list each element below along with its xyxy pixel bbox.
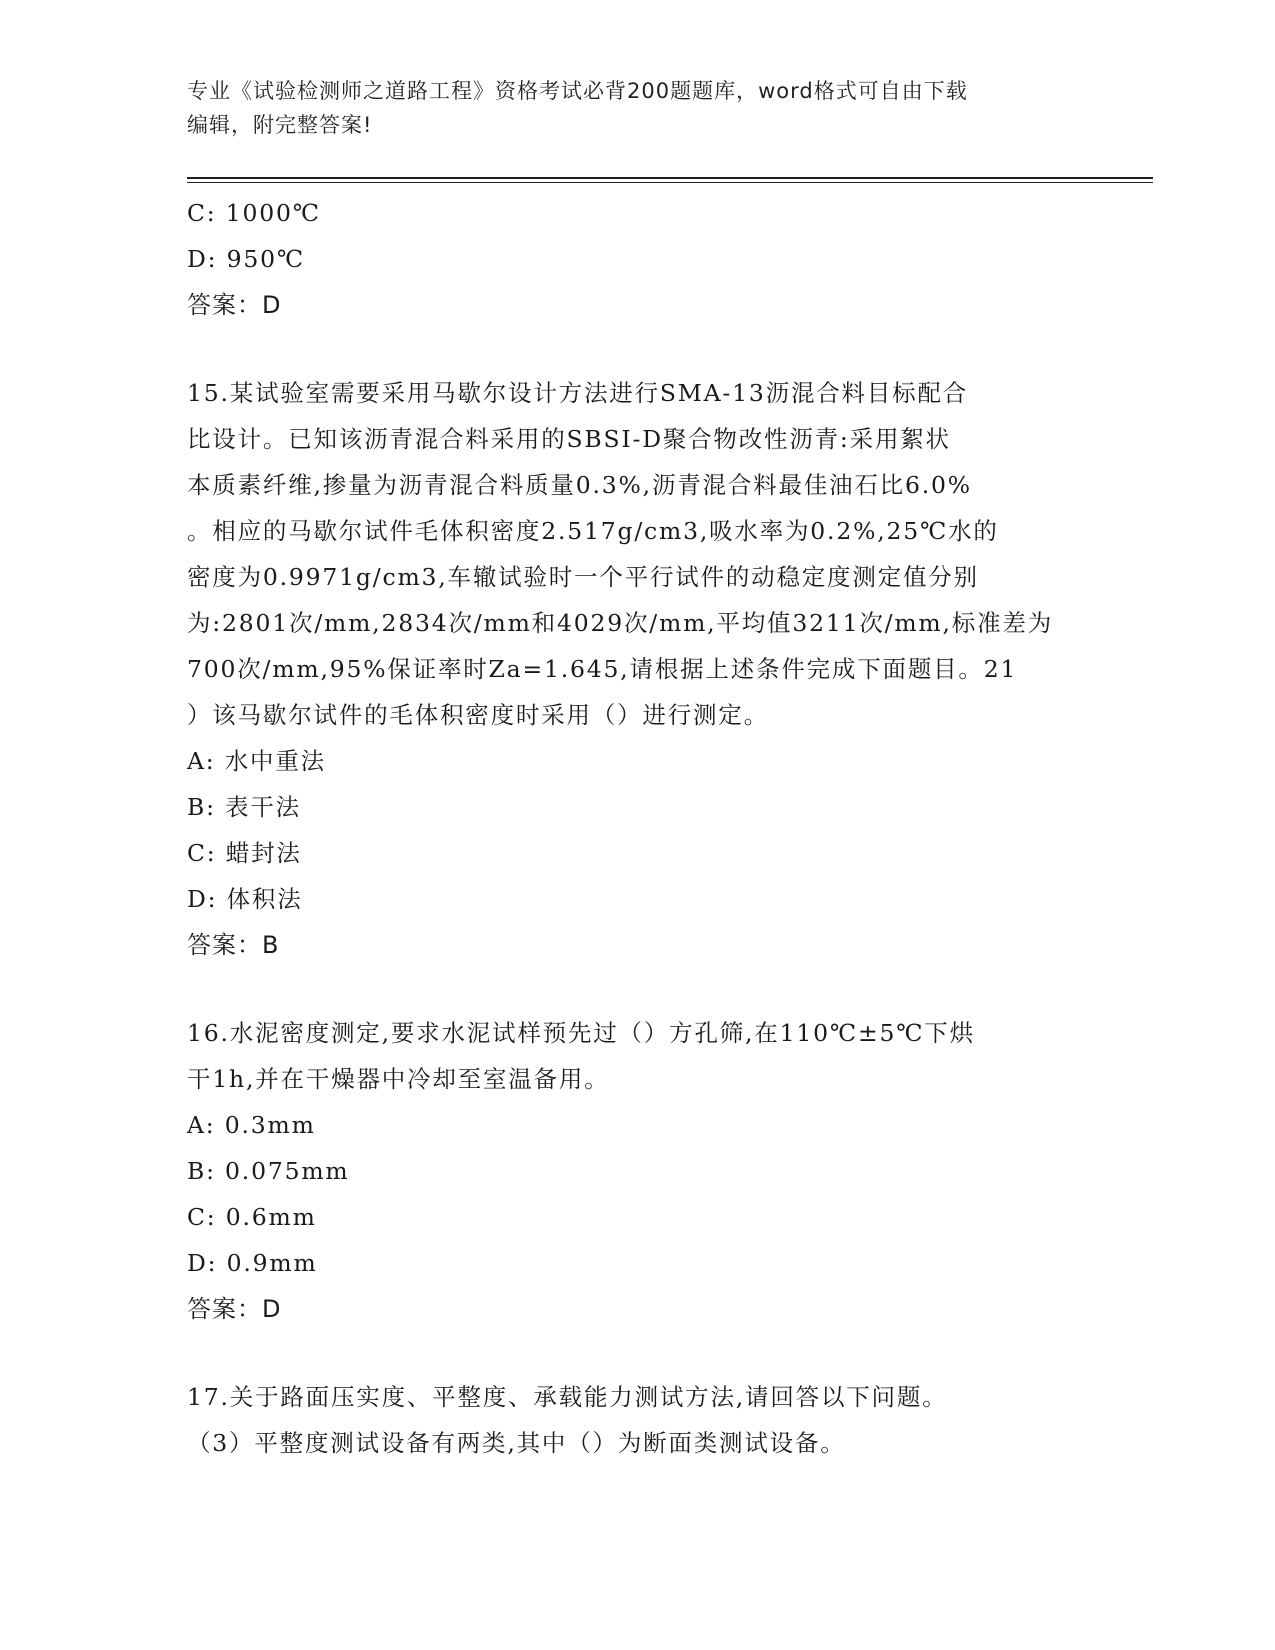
question-text-line: ）该马歇尔试件的毛体积密度时采用（）进行测定。 — [187, 701, 769, 729]
header-divider-thin — [187, 182, 1153, 183]
option-b: B: 0.075mm — [187, 1157, 350, 1185]
option-a: A: 0.3mm — [187, 1111, 316, 1139]
question-text-line: 为:2801次/mm,2834次/mm和4029次/mm,平均值3211次/mm,标准差为 — [187, 609, 1053, 637]
option-d: D: 950℃ — [187, 245, 305, 273]
question-17 — [187, 1374, 1087, 1466]
document-header — [187, 74, 1087, 142]
option-d: D: 体积法 — [187, 885, 303, 913]
question-text-line: 比设计。已知该沥青混合料采用的SBSI-D聚合物改性沥青:采用絮状 — [187, 425, 951, 453]
spacer — [187, 1332, 1087, 1374]
question-text-line: 15.某试验室需要采用马歇尔设计方法进行SMA-13沥混合料目标配合 — [187, 379, 969, 407]
option-c: C: 1000℃ — [187, 199, 321, 227]
header-line-1: 专业《试验检测师之道路工程》资格考试必背200题题库，word格式可自由下载 — [187, 79, 968, 103]
question-text-line: 17.关于路面压实度、平整度、承载能力测试方法,请回答以下问题。 — [187, 1383, 948, 1411]
question-text-line: 密度为0.9971g/cm3,车辙试验时一个平行试件的动稳定度测定值分别 — [187, 563, 979, 591]
question-text-line: （3）平整度测试设备有两类,其中（）为断面类测试设备。 — [187, 1429, 846, 1457]
question-text-line: 。相应的马歇尔试件毛体积密度2.517g/cm3,吸水率为0.2%,25℃水的 — [187, 517, 999, 545]
option-b: B: 表干法 — [187, 793, 301, 821]
question-15 — [187, 370, 1087, 968]
question-text-line: 本质素纤维,掺量为沥青混合料质量0.3%,沥青混合料最佳油石比6.0% — [187, 471, 972, 499]
answer-line: 答案：B — [187, 931, 280, 959]
option-a: A: 水中重法 — [187, 747, 326, 775]
answer-line: 答案：D — [187, 1295, 282, 1323]
option-c: C: 0.6mm — [187, 1203, 317, 1231]
carryover-block — [187, 190, 1087, 328]
header-divider-thick — [187, 177, 1153, 179]
option-c: C: 蜡封法 — [187, 839, 302, 867]
question-content — [187, 190, 1087, 1466]
question-16 — [187, 1010, 1087, 1332]
question-text-line: 干1h,并在干燥器中冷却至室温备用。 — [187, 1065, 610, 1093]
answer-line: 答案：D — [187, 291, 282, 319]
question-text-line: 16.水泥密度测定,要求水泥试样预先过（）方孔筛,在110℃±5℃下烘 — [187, 1019, 975, 1047]
question-text-line: 700次/mm,95%保证率时Za=1.645,请根据上述条件完成下面题目。21 — [187, 655, 1018, 683]
spacer — [187, 968, 1087, 1010]
option-d: D: 0.9mm — [187, 1249, 318, 1277]
spacer — [187, 328, 1087, 370]
header-line-2: 编辑，附完整答案! — [187, 113, 373, 137]
